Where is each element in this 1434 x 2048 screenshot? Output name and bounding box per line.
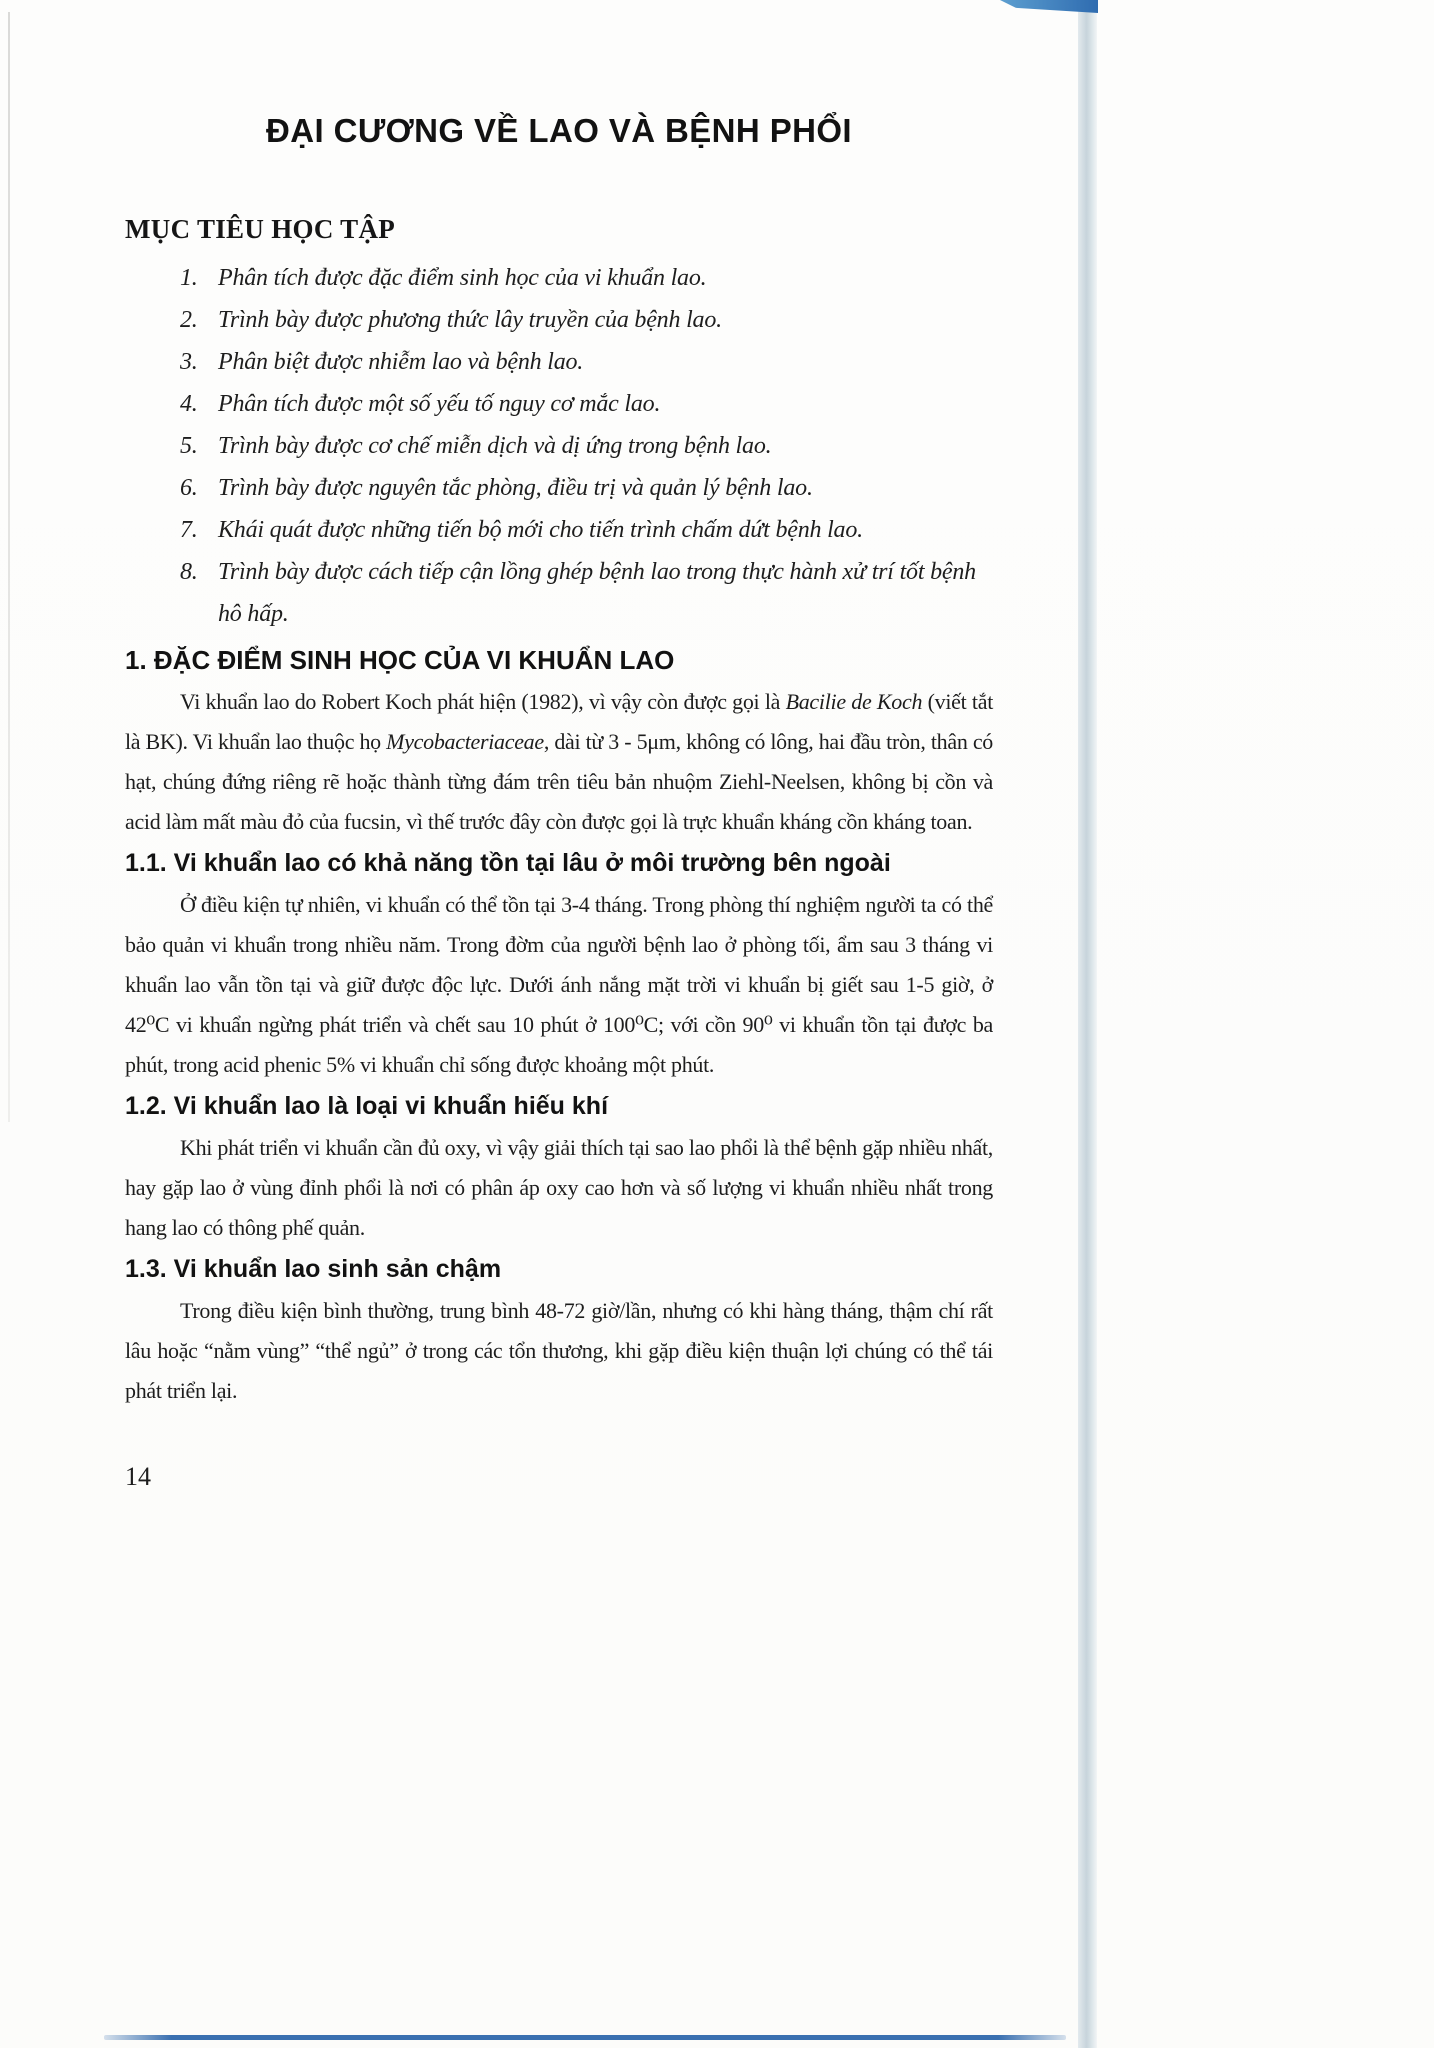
- objective-text: Trình bày được cơ chế miễn dịch và dị ứng trong bệnh lao.: [218, 433, 772, 459]
- subsection-1-1-heading: 1.1. Vi khuẩn lao có khả năng tồn tại lâu ở môi trường bên ngoài: [125, 849, 891, 877]
- blue-corner-mark: [1000, 0, 1098, 13]
- page-content: [125, 0, 993, 1411]
- objective-number: 2.: [180, 307, 198, 333]
- objective-item: [125, 383, 993, 425]
- objective-number: 8.: [180, 559, 198, 585]
- objective-number: 1.: [180, 265, 198, 291]
- objective-text: Phân tích được một số yếu tố nguy cơ mắc lao.: [218, 391, 661, 417]
- term-bacilie-de-koch: Bacilie de Koch: [785, 689, 923, 714]
- objectives-heading: MỤC TIÊU HỌC TẬP: [125, 214, 396, 244]
- objective-text: Phân tích được đặc điểm sinh học của vi khuẩn lao.: [218, 265, 707, 291]
- page-bottom-edge-line: [104, 2035, 1066, 2040]
- intro-text-segment: , dài từ 3 - 5μm, không có lông, hai đầu tròn, thân có hạt, chúng đứng riêng rẽ hoặc thành từng đám trên tiêu bản nhuộm Ziehl-Neelsen, không bị cồn và acid làm mất màu đỏ của fucsin, vì thế trước đây còn được gọi là trực khuẩn kháng cồn kháng toan.: [125, 729, 993, 834]
- objective-number: 7.: [180, 517, 198, 543]
- objective-item: [125, 299, 993, 341]
- page-number: 14: [125, 1462, 151, 1491]
- intro-text-segment: Vi khuẩn lao do Robert Koch phát hiện (1982), vì vậy còn được gọi là: [180, 689, 786, 714]
- section-1-intro-paragraph: [125, 682, 993, 842]
- subsection-1-2-heading: 1.2. Vi khuẩn lao là loại vi khuẩn hiếu khí: [125, 1092, 609, 1120]
- subsection-1-3-paragraph: Trong điều kiện bình thường, trung bình 48-72 giờ/lần, nhưng có khi hàng tháng, thậm chí rất lâu hoặc “nằm vùng” “thể ngủ” ở trong các tổn thương, khi gặp điều kiện thuận lợi chúng có thể tái phát triển lại.: [125, 1298, 993, 1403]
- objective-text: Phân biệt được nhiễm lao và bệnh lao.: [218, 349, 584, 375]
- objective-number: 3.: [180, 349, 198, 375]
- subsection-1-2-paragraph: Khi phát triển vi khuẩn cần đủ oxy, vì vậy giải thích tại sao lao phổi là thể bệnh gặp nhiều nhất, hay gặp lao ở vùng đỉnh phổi là nơi có phân áp oxy cao hơn và số lượng vi khuẩn nhiều nhất trong hang lao có thông phế quản.: [125, 1135, 993, 1240]
- section-1-heading: 1. ĐẶC ĐIỂM SINH HỌC CỦA VI KHUẨN LAO: [125, 645, 675, 675]
- objective-item: [125, 509, 993, 551]
- page-edge-strip: [1078, 0, 1097, 2048]
- objective-item: [125, 467, 993, 509]
- objective-text: Trình bày được cách tiếp cận lồng ghép bệnh lao trong thực hành xử trí tốt bệnh hô hấp.: [218, 559, 976, 627]
- subsection-1-3-heading: 1.3. Vi khuẩn lao sinh sản chậm: [125, 1255, 502, 1283]
- subsection-1-1-paragraph: Ở điều kiện tự nhiên, vi khuẩn có thể tồn tại 3-4 tháng. Trong phòng thí nghiệm người ta có thể bảo quản vi khuẩn trong nhiều năm. Trong đờm của người bệnh lao ở phòng tối, ẩm sau 3 tháng vi khuẩn lao vẫn tồn tại và giữ được độc lực. Dưới ánh nắng mặt trời vi khuẩn bị giết sau 1-5 giờ, ở 42⁰C vi khuẩn ngừng phát triển và chết sau 10 phút ở 100⁰C; với cồn 90⁰ vi khuẩn tồn tại được ba phút, trong acid phenic 5% vi khuẩn chỉ sống được khoảng một phút.: [125, 892, 993, 1077]
- objective-item: [125, 551, 993, 635]
- objective-text: Trình bày được phương thức lây truyền của bệnh lao.: [218, 307, 722, 333]
- objective-number: 5.: [180, 433, 198, 459]
- objective-text: Khái quát được những tiến bộ mới cho tiến trình chấm dứt bệnh lao.: [218, 517, 863, 543]
- scan-artifact-line: [8, 12, 10, 1122]
- objective-number: 6.: [180, 475, 198, 501]
- objectives-list: [125, 257, 993, 635]
- objective-number: 4.: [180, 391, 198, 417]
- term-mycobacteriaceae: Mycobacteriaceae: [386, 729, 544, 754]
- objective-item: [125, 257, 993, 299]
- objective-item: [125, 341, 993, 383]
- page-title: ĐẠI CƯƠNG VỀ LAO VÀ BỆNH PHỔI: [265, 112, 852, 149]
- intro-text-segment: (viết tắt là BK). Vi khuẩn lao thuộc họ: [125, 689, 994, 754]
- objective-text: Trình bày được nguyên tắc phòng, điều trị và quản lý bệnh lao.: [218, 475, 813, 501]
- objective-item: [125, 425, 993, 467]
